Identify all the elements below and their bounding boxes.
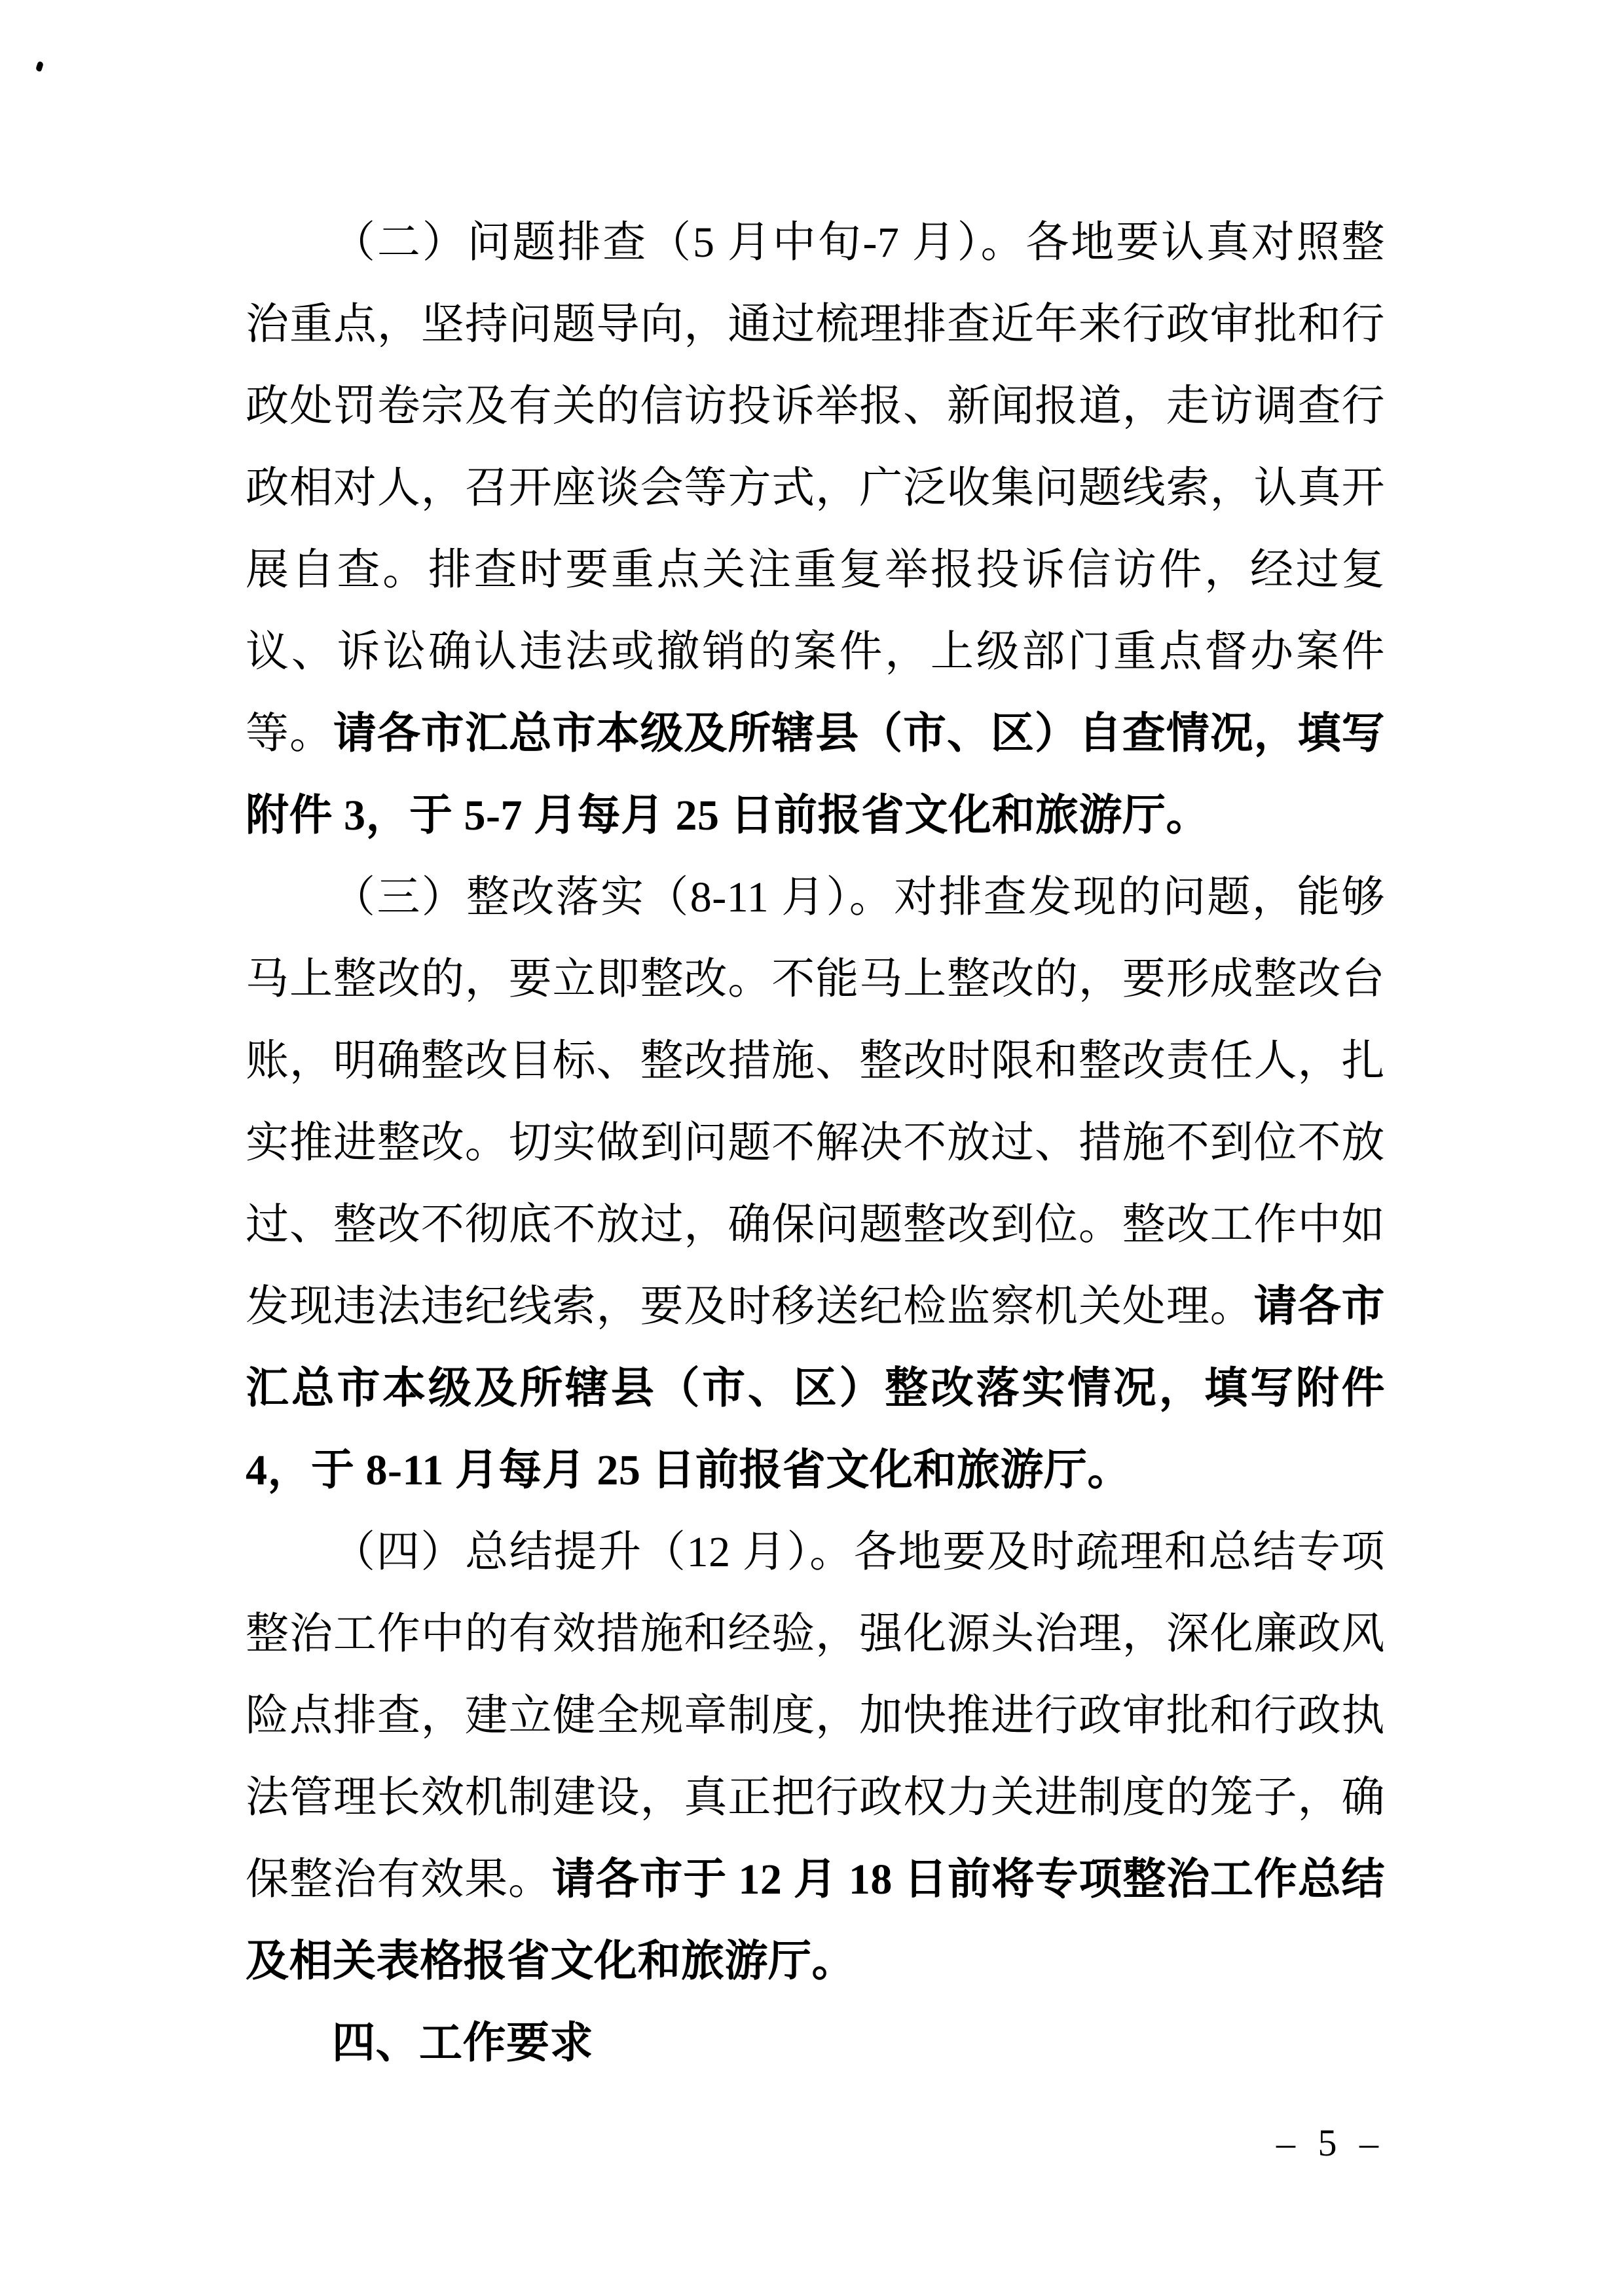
paragraph-problem-screening-text: （二）问题排查（5 月中旬-7 月）。各地要认真对照整治重点，坚持问题导向，通过梳理排查近年来行政审批和行政处罚卷宗及有关的信访投诉举报、新闻报道，走访调查行政相对人，召开座谈会等方式，广泛收集问题线索，认真开展自查。排查时要重点关注重复举报投诉信访件，经过复议、诉讼确认违法或撤销的案件，上级部门重点督办案件等。 <box>246 219 1385 758</box>
paragraph-summary-improvement-directive: 请各市于 12 月 18 日前将专项整治工作总结及相关表格报省文化和旅游厅。 <box>246 1856 1386 1985</box>
document-body <box>246 202 1385 2084</box>
paragraph-problem-screening-directive: 请各市汇总市本级及所辖县（市、区）自查情况，填写附件 3，于 5-7 月每月 25 日前报省文化和旅游厅。 <box>246 710 1386 839</box>
paragraph-rectification-text: （三）整改落实（8-11 月）。对排查发现的问题，能够马上整改的，要立即整改。不能马上整改的，要形成整改台账，明确整改目标、整改措施、整改时限和整改责任人，扎实推进整改。切实做到问题不解决不放过、措施不到位不放过、整改不彻底不放过，确保问题整改到位。整改工作中如发现违法违纪线索，要及时移送纪检监察机关处理。 <box>246 873 1385 1331</box>
section-heading-label: 四、工作要求 <box>332 2019 593 2067</box>
paragraph-rectification <box>246 856 1385 1511</box>
page-number: – 5 – <box>1276 2121 1385 2164</box>
ink-speck <box>35 61 44 72</box>
paragraph-summary-improvement <box>246 1511 1385 2002</box>
section-heading-work-requirements <box>246 2002 1385 2084</box>
paragraph-problem-screening <box>246 202 1385 856</box>
paragraph-summary-improvement-text: （四）总结提升（12 月）。各地要及时疏理和总结专项整治工作中的有效措施和经验，强化源头治理，深化廉政风险点排查，建立健全规章制度，加快推进行政审批和行政执法管理长效机制建设，真正把行政权力关进制度的笼子，确保整治有效果。 <box>246 1528 1385 1903</box>
paragraph-rectification-directive: 请各市汇总市本级及所辖县（市、区）整改落实情况，填写附件 4，于 8-11 月每月 25 日前报省文化和旅游厅。 <box>246 1283 1386 1494</box>
